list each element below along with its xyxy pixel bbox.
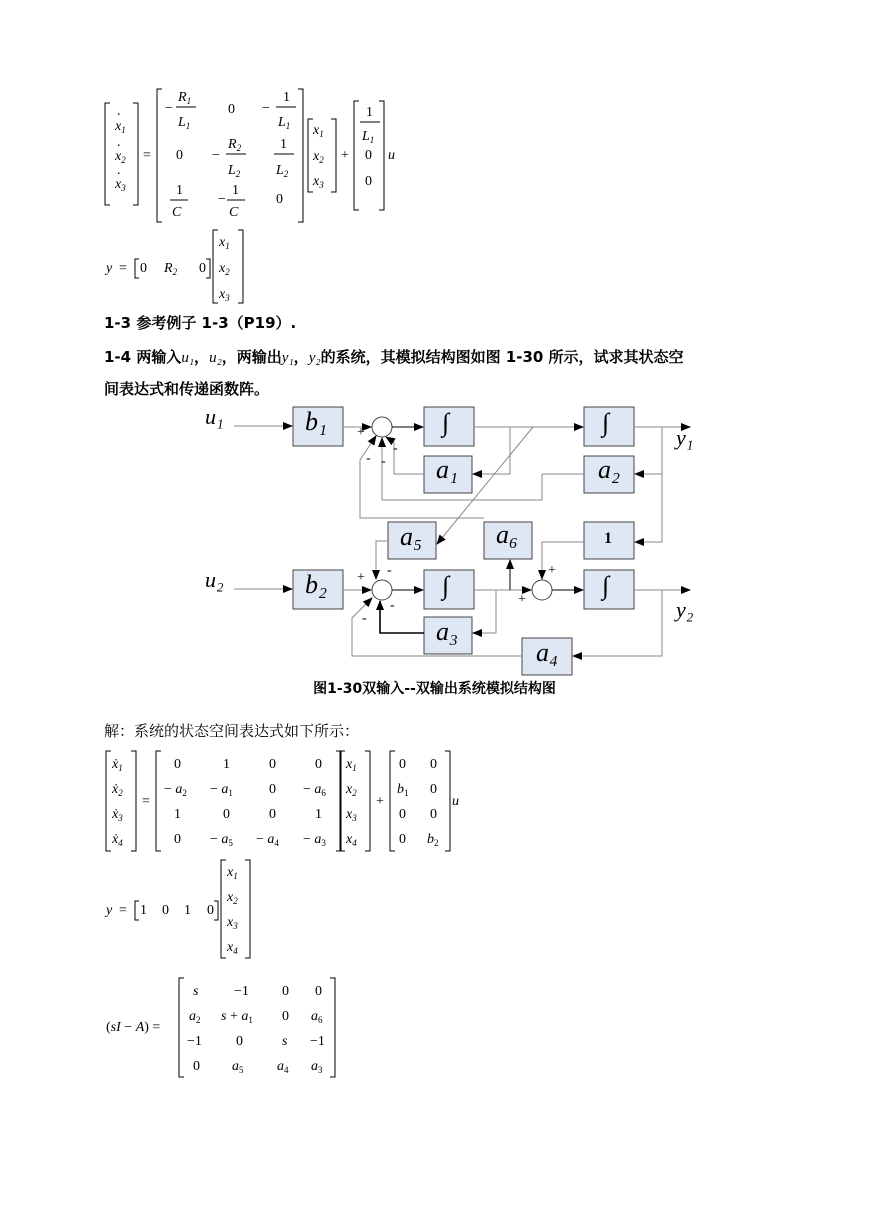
svg-text:L1: $L_1$: [178, 115, 191, 131]
svg-text:0: 0: [430, 782, 437, 797]
svg-text:x2: $x_2$: [227, 890, 238, 906]
label-one: 1: [604, 530, 612, 547]
y1-symbol: y₁: [281, 350, 294, 366]
svg-text:L1: $L_1$: [278, 115, 291, 131]
svg-text:x1: $x_1$: [115, 119, 126, 135]
svg-text:x2: $x_2$: [313, 149, 324, 165]
svg-text:1: 1: [140, 903, 147, 918]
svg-text:1: 1: [280, 137, 287, 152]
svg-text:+: +: [341, 148, 349, 163]
svg-text:ẋ2: ẋ$_2$: [112, 782, 123, 798]
heading-1-3: 1-3 参考例子 1-3（P19）.: [104, 314, 297, 332]
sign-minus-4: -: [387, 563, 392, 578]
svg-text:C: C: [172, 205, 182, 220]
svg-text:1: 1: [366, 105, 373, 120]
label-int1: ∫: [442, 408, 450, 437]
svg-text:R2: $R_2$: [164, 261, 178, 277]
svg-text:x1: $x_1$: [227, 865, 238, 881]
svg-text:0: 0: [193, 1059, 200, 1074]
svg-text:0: 0: [430, 757, 437, 772]
svg-text:0: 0: [269, 807, 276, 822]
svg-text:0: 0: [269, 782, 276, 797]
svg-text:1: 1: [283, 90, 290, 105]
heading-1-4-part-e: 的系统，其模拟结构图如图 1-30 所示，试求其状态空: [320, 348, 684, 366]
sign-plus-3: +: [548, 563, 556, 578]
equation-1-state: [105, 89, 395, 222]
svg-text:a2: $a_2$: [189, 1009, 201, 1025]
svg-text:(sI − A) =: (sI − A) =: [106, 1020, 161, 1035]
svg-text:s: s: [193, 984, 199, 999]
sign-minus-2: -: [381, 454, 386, 469]
label-b2: b₂: [305, 570, 328, 599]
equation-2-state: [106, 751, 459, 851]
block-diagram: [234, 407, 690, 675]
svg-text:.: .: [117, 135, 121, 150]
u2-symbol: u₂: [209, 350, 222, 366]
svg-text:1: 1: [223, 757, 230, 772]
svg-text:1: 1: [176, 183, 183, 198]
heading-1-4-part-b: ，: [194, 348, 210, 366]
svg-text:x1: $x_1$: [346, 757, 357, 773]
heading-1-4-line2: 间表达式和传递函数阵。: [104, 380, 270, 398]
heading-1-4-line1: [104, 346, 684, 367]
svg-text:−1: −1: [187, 1034, 202, 1049]
svg-text:0: 0: [430, 807, 437, 822]
svg-text:x3: $x_3$: [219, 287, 230, 303]
svg-text:x3: $x_3$: [313, 174, 324, 190]
svg-text:x3: $x_3$: [115, 177, 126, 193]
svg-text:x1: $x_1$: [219, 235, 230, 251]
heading-1-4-part-c: ，两输出: [221, 348, 282, 366]
label-a3: a₃: [436, 617, 459, 646]
svg-text:=: =: [142, 794, 150, 809]
svg-text:0: 0: [399, 757, 406, 772]
svg-text:− a1: − $a_1$: [210, 782, 233, 798]
svg-text:y: y: [106, 903, 113, 918]
sign-minus-6: -: [362, 611, 367, 626]
sign-plus-1: +: [357, 425, 365, 440]
svg-text:0: 0: [276, 192, 283, 207]
label-y2: y₂: [676, 597, 694, 622]
sum-junction-2: [372, 580, 392, 600]
svg-text:a3: $a_3$: [311, 1059, 323, 1075]
equation-3-sI-minus-A: [106, 978, 335, 1077]
sign-minus-3: -: [393, 441, 398, 456]
label-u1: u₁: [205, 404, 224, 429]
label-int2: ∫: [602, 408, 610, 437]
svg-text:x2: $x_2$: [219, 261, 230, 277]
svg-text:.: .: [117, 104, 121, 119]
svg-text:a5: $a_5$: [232, 1059, 244, 1075]
svg-text:0: 0: [176, 148, 183, 163]
sign-plus-2: +: [357, 570, 365, 585]
svg-text:ẋ1: ẋ$_1$: [112, 757, 123, 773]
sign-plus-4: +: [518, 592, 526, 607]
svg-text:L1: $L_1$: [362, 129, 375, 145]
svg-text:x4: $x_4$: [227, 940, 238, 956]
svg-text:−: −: [262, 101, 270, 116]
svg-text:0: 0: [199, 261, 206, 276]
svg-text:0: 0: [223, 807, 230, 822]
svg-text:0: 0: [365, 174, 372, 189]
svg-text:0: 0: [174, 832, 181, 847]
svg-text:0: 0: [282, 984, 289, 999]
svg-text:x3: $x_3$: [346, 807, 357, 823]
sign-minus-5: -: [390, 598, 395, 613]
svg-text:− a4: − $a_4$: [256, 832, 279, 848]
svg-text:0: 0: [315, 757, 322, 772]
label-a6: a₆: [496, 520, 519, 549]
svg-text:0: 0: [315, 984, 322, 999]
solution-intro: 解：系统的状态空间表达式如下所示：: [104, 722, 360, 740]
svg-text:a6: $a_6$: [311, 1009, 323, 1025]
svg-text:0: 0: [236, 1034, 243, 1049]
svg-text:x2: $x_2$: [115, 149, 126, 165]
heading-1-4-part-a: 1-4 两输入: [104, 348, 182, 366]
svg-text:−: −: [212, 148, 220, 163]
svg-text:s + a1: $s + a_1$: [221, 1009, 253, 1025]
svg-text:0: 0: [399, 807, 406, 822]
svg-text:y: y: [106, 261, 113, 276]
label-a1: a₁: [436, 455, 459, 484]
svg-text:x1: $x_1$: [313, 123, 324, 139]
svg-text:L2: $L_2$: [228, 163, 241, 179]
svg-text:=: =: [119, 903, 127, 918]
svg-text:x2: $x_2$: [346, 782, 357, 798]
svg-text:s: s: [282, 1034, 288, 1049]
svg-text:=: =: [143, 148, 151, 163]
svg-text:−: −: [218, 192, 226, 207]
svg-text:− a3: − $a_3$: [303, 832, 326, 848]
label-a4: a₄: [536, 638, 559, 667]
svg-text:0: 0: [269, 757, 276, 772]
svg-text:0: 0: [399, 832, 406, 847]
svg-text:0: 0: [282, 1009, 289, 1024]
svg-text:ẋ4: ẋ$_4$: [112, 832, 123, 848]
u1-symbol: u₁: [181, 350, 195, 366]
label-a5: a₅: [400, 522, 423, 551]
label-int4: ∫: [602, 571, 610, 600]
svg-text:1: 1: [232, 183, 239, 198]
svg-text:u: u: [452, 794, 459, 809]
svg-text:− a6: − $a_6$: [303, 782, 326, 798]
svg-text:0: 0: [228, 102, 235, 117]
svg-text:R1: $R_1$: [178, 90, 192, 106]
svg-text:− a2: − $a_2$: [164, 782, 187, 798]
svg-text:0: 0: [174, 757, 181, 772]
label-y1: y₁: [676, 425, 694, 450]
heading-1-4-part-d: ，: [293, 348, 309, 366]
sign-minus-1: -: [366, 451, 371, 466]
figure-caption: 图1-30双输入--双输出系统模拟结构图: [313, 681, 556, 697]
svg-text:0: 0: [207, 903, 214, 918]
svg-text:−1: −1: [234, 984, 249, 999]
svg-text:x3: $x_3$: [227, 915, 238, 931]
svg-text:b1: $b_1$: [397, 782, 409, 798]
svg-text:u: u: [388, 148, 395, 163]
equation-1-output: [104, 230, 243, 303]
svg-text:+: +: [376, 794, 384, 809]
sum-junction-1: [372, 417, 392, 437]
svg-text:b2: $b_2$: [427, 832, 439, 848]
equation-2-output: [104, 860, 250, 958]
svg-text:0: 0: [365, 148, 372, 163]
svg-text:a4: $a_4$: [277, 1059, 289, 1075]
label-int3: ∫: [442, 571, 450, 600]
svg-text:1: 1: [174, 807, 181, 822]
svg-text:0: 0: [140, 261, 147, 276]
svg-text:R2: $R_2$: [228, 137, 242, 153]
label-a2: a₂: [598, 455, 621, 484]
svg-text:x4: $x_4$: [346, 832, 357, 848]
svg-text:−1: −1: [310, 1034, 325, 1049]
svg-text:−: −: [165, 101, 173, 116]
label-b1: b₁: [305, 407, 328, 436]
svg-text:L2: $L_2$: [276, 163, 289, 179]
label-u2: u₂: [205, 567, 224, 592]
svg-text:− a5: − $a_5$: [210, 832, 233, 848]
svg-text:1: 1: [315, 807, 322, 822]
svg-text:ẋ3: ẋ$_3$: [112, 807, 123, 823]
svg-text:1: 1: [184, 903, 191, 918]
svg-text:=: =: [119, 261, 127, 276]
sum-junction-3: [532, 580, 552, 600]
svg-text:0: 0: [162, 903, 169, 918]
svg-text:.: .: [117, 163, 121, 178]
y2-symbol: y₂: [308, 350, 321, 366]
svg-text:C: C: [229, 205, 239, 220]
